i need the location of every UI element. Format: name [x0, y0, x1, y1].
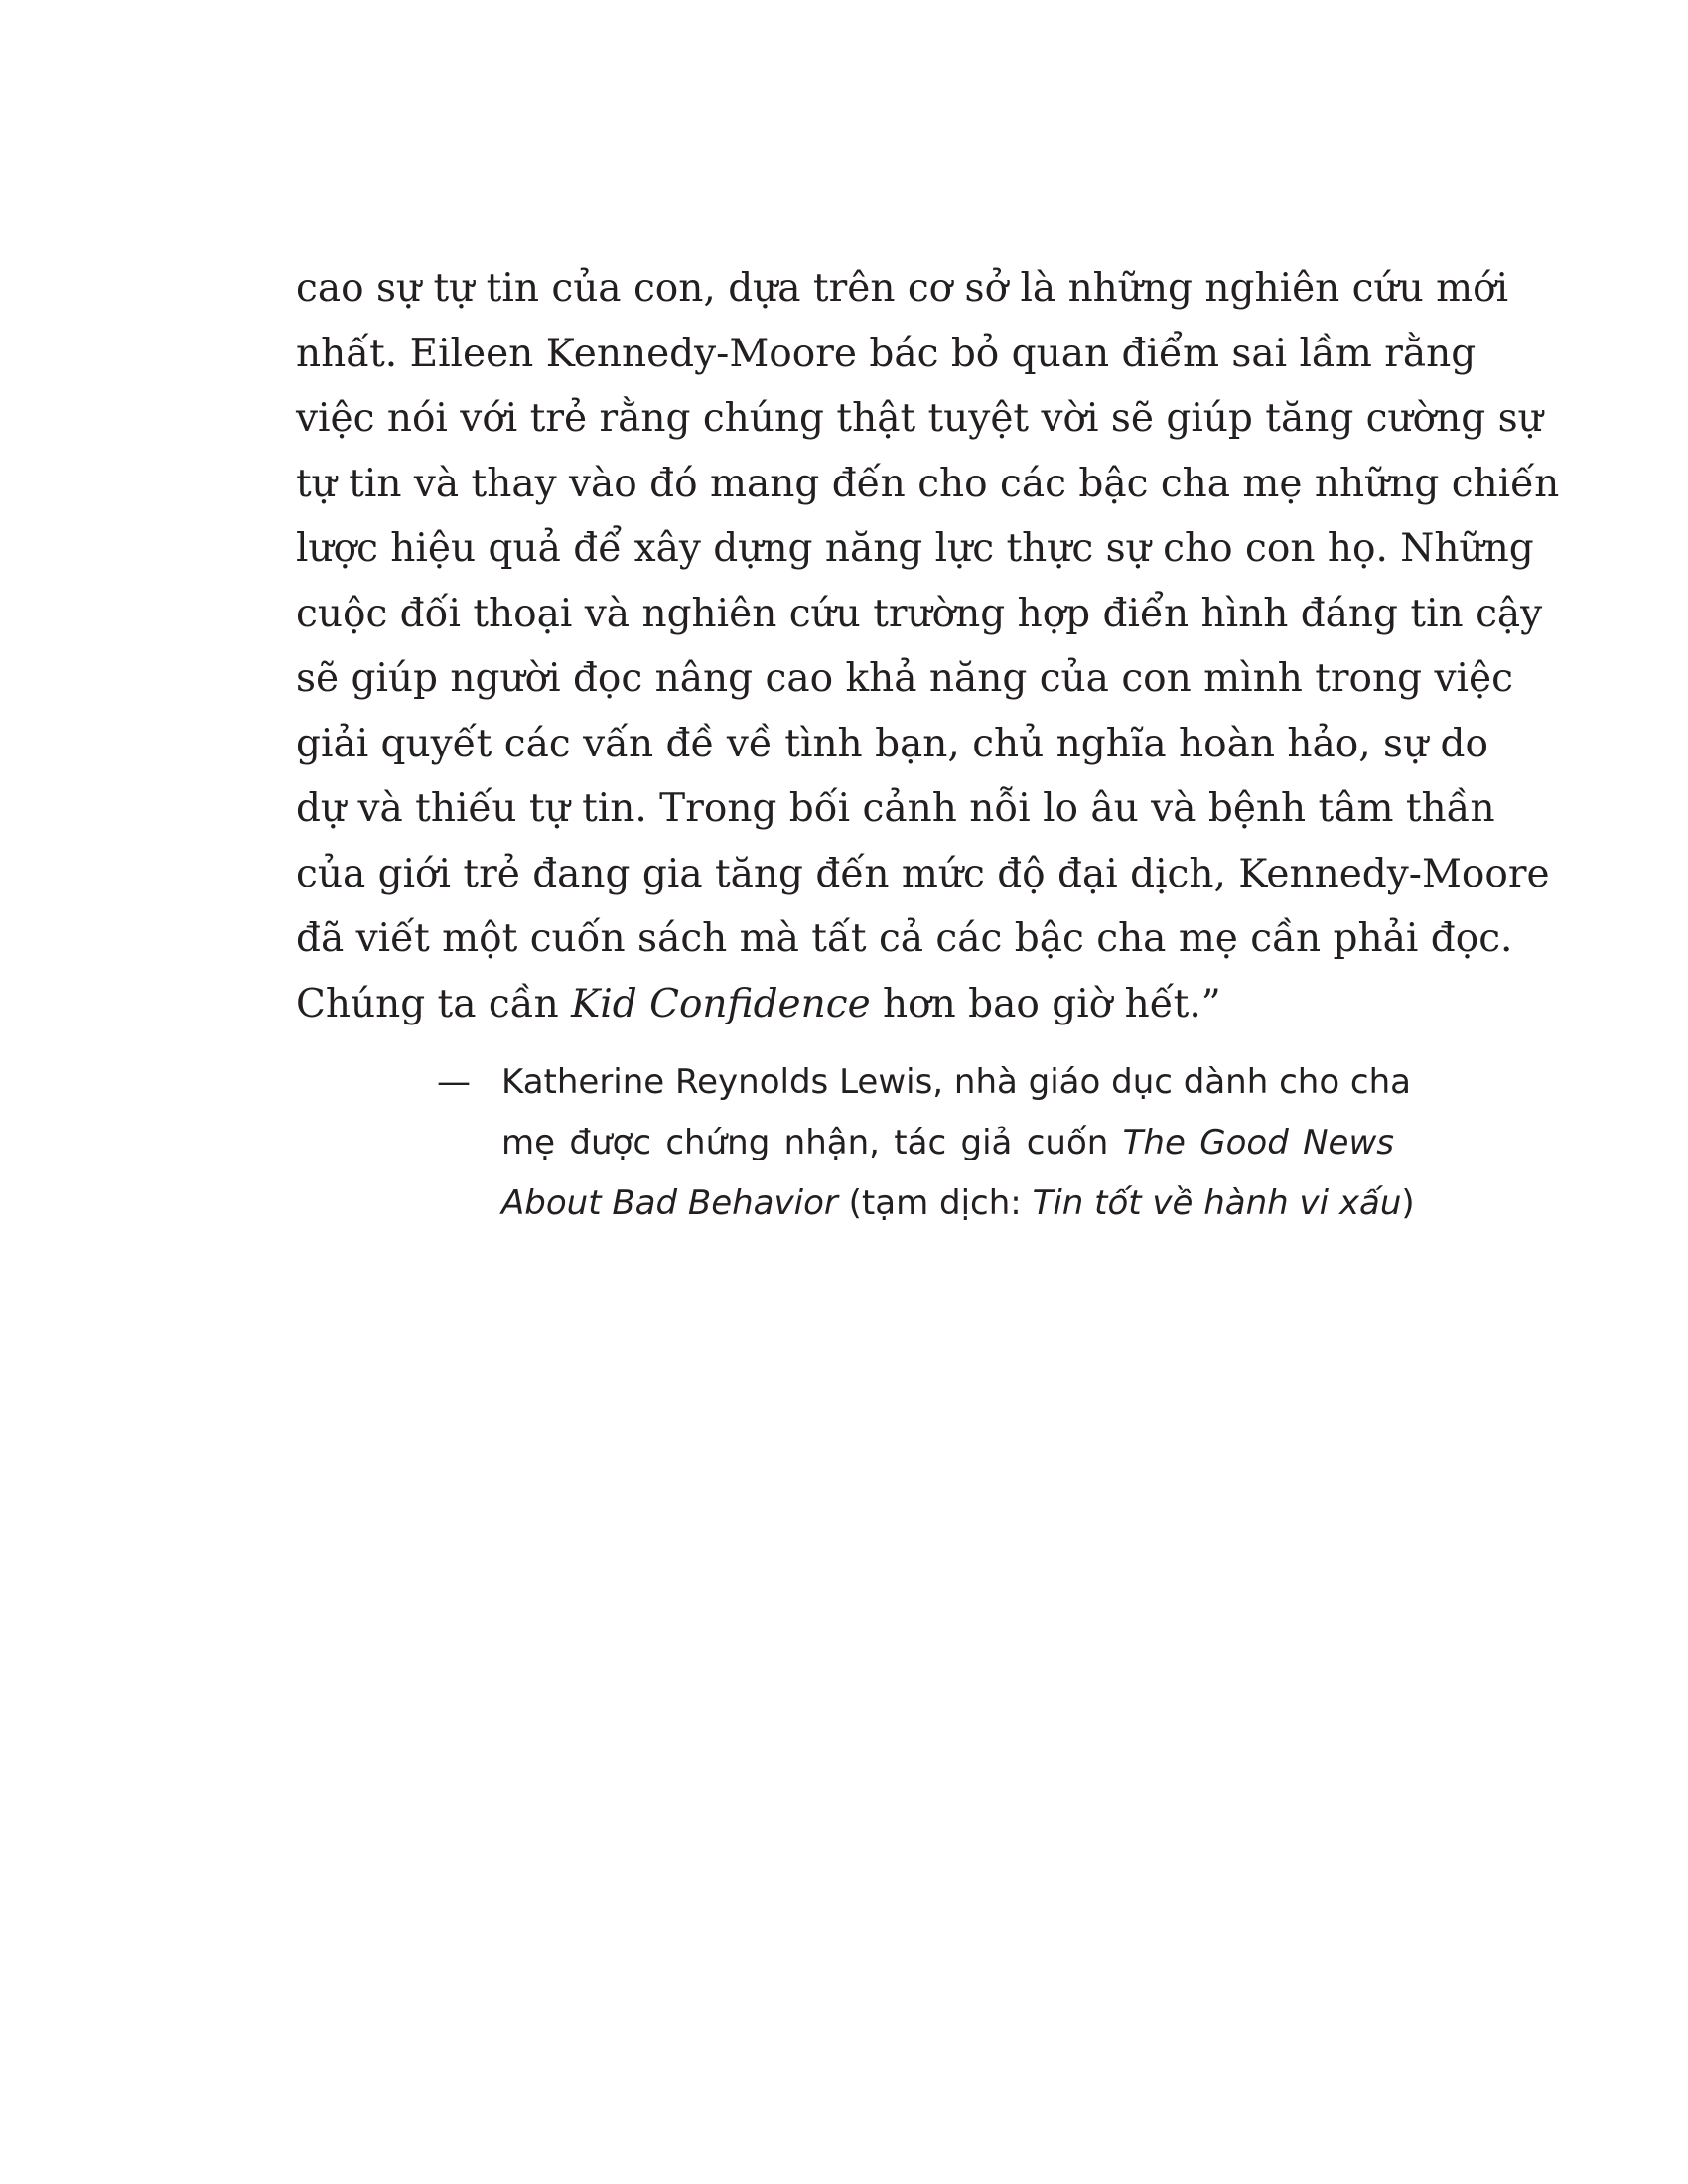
- quote-last-line: [296, 972, 1394, 1037]
- quote-paragraph: [296, 256, 1560, 1036]
- attribution-book-title-cont: About Bad Behavior: [501, 1183, 838, 1223]
- attribution-translated-title: Tin tốt về hành vi xấu: [1032, 1183, 1402, 1223]
- quote-line: của giới trẻ đang gia tăng đến mức độ đại dịch, Kennedy-Moore: [296, 851, 1550, 896]
- attribution-text-segment: ): [1401, 1183, 1415, 1223]
- attribution-book-title: The Good News: [1122, 1123, 1394, 1162]
- quote-line: giải quyết các vấn đề về tình bạn, chủ nghĩa hoàn hảo, sự do: [296, 721, 1488, 766]
- book-title-italic: Kid Confidence: [571, 981, 871, 1026]
- quote-last-text: Chúng ta cần: [296, 981, 572, 1026]
- quote-line: cao sự tự tin của con, dựa trên cơ sở là những nghiên cứu mới: [296, 266, 1509, 311]
- quote-body: [296, 256, 1560, 1036]
- attribution-line-1: Katherine Reynolds Lewis, nhà giáo dục dành cho cha: [501, 1062, 1412, 1102]
- attribution-text: [501, 1052, 1415, 1234]
- attribution-dash: —: [437, 1062, 471, 1102]
- quote-line: nhất. Eileen Kennedy-Moore bác bỏ quan điểm sai lầm rằng: [296, 331, 1477, 376]
- quote-line: việc nói với trẻ rằng chúng thật tuyệt vời sẽ giúp tăng cường sự: [296, 396, 1543, 441]
- attribution-line-3: [501, 1173, 1415, 1234]
- quote-line: lược hiệu quả để xây dựng năng lực thực sự cho con họ. Những: [296, 526, 1534, 571]
- quote-line: cuộc đối thoại và nghiên cứu trường hợp điển hình đáng tin cậy: [296, 591, 1543, 636]
- quote-line: sẽ giúp người đọc nâng cao khả năng của con mình trong việc: [296, 656, 1513, 701]
- quote-last-text-end: hơn bao giờ hết.”: [870, 981, 1221, 1026]
- quote-line: tự tin và thay vào đó mang đến cho các bậc cha mẹ những chiến: [296, 461, 1560, 506]
- attribution-text-segment: mẹ được chứng nhận, tác giả cuốn: [501, 1123, 1123, 1162]
- quote-line: đã viết một cuốn sách mà tất cả các bậc cha mẹ cần phải đọc.: [296, 916, 1513, 961]
- attribution-text-segment: (tạm dịch:: [837, 1183, 1033, 1223]
- quote-line: dự và thiếu tự tin. Trong bối cảnh nỗi lo âu và bệnh tâm thần: [296, 786, 1495, 831]
- attribution-line-2: [501, 1113, 1394, 1173]
- attribution: [437, 1052, 1415, 1234]
